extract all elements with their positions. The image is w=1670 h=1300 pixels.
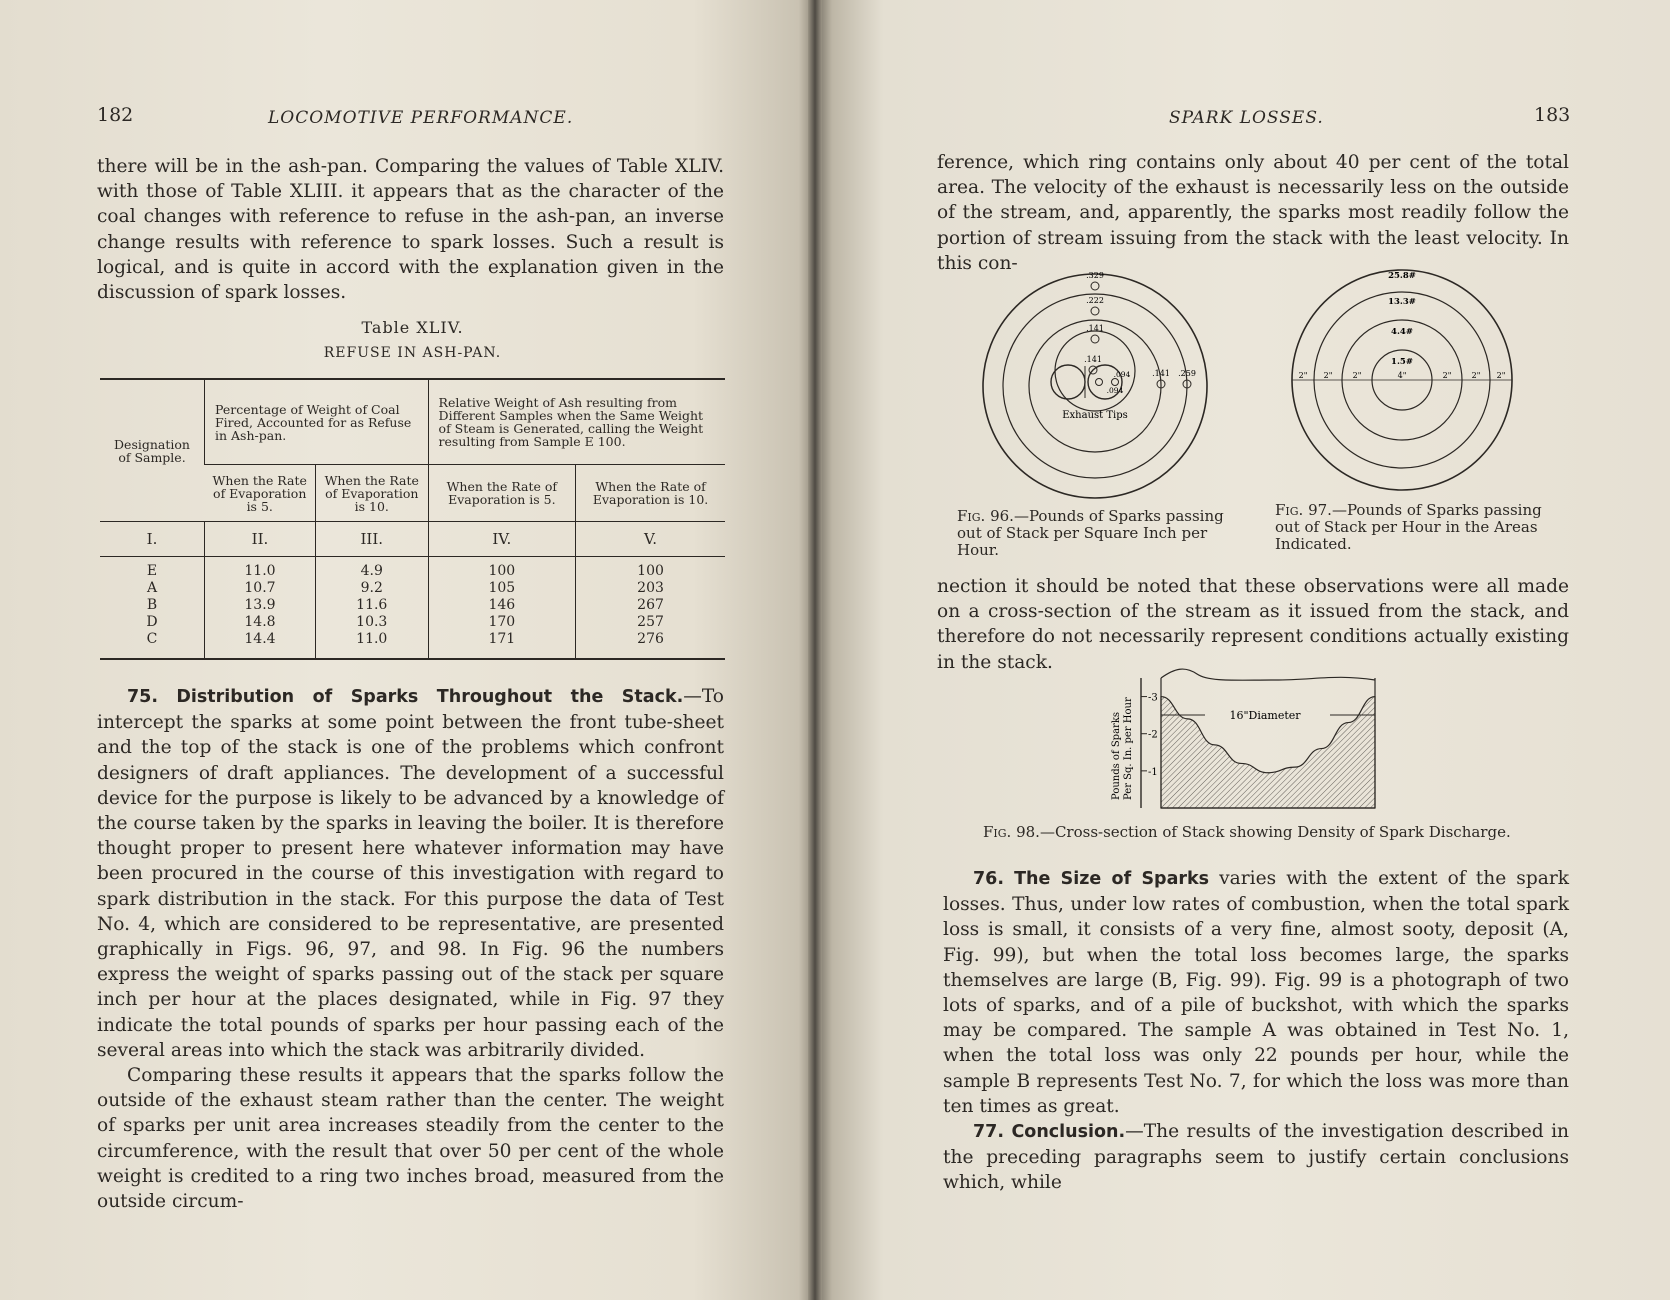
column-numeral: IV.: [428, 522, 576, 557]
table-cell: 171: [488, 631, 516, 647]
page-number: 183: [1534, 104, 1571, 126]
column-numeral: I.: [100, 522, 205, 557]
y-tick-label: -1: [1148, 766, 1158, 778]
sample-column: [100, 557, 205, 660]
figure-97: [1282, 262, 1522, 502]
fig97-dim: 2": [1471, 371, 1481, 380]
paragraph-mid: nection it should be noted that these observations were all made on a cross-section of the stream as it issued from the stack, and therefore do not necessarily represent conditions actually existing in the stack.: [937, 576, 1569, 673]
figure-96: [975, 266, 1215, 506]
table-subtitle: REFUSE IN ASH-PAN.: [323, 345, 502, 361]
fig96-caption: Fig. 96.—Pounds of Sparks passing out of Stack per Square Inch per Hour.: [957, 507, 1224, 559]
header-designation: Designation of Sample.: [100, 379, 205, 522]
header-relative-weight: Relative Weight of Ash resulting from Different Samples when the Same Weight of Steam is Generated, calling the Weight resulting from Sample E 100.: [428, 379, 725, 465]
fig97-dim: 4": [1397, 371, 1407, 380]
table-cell: 105: [488, 580, 516, 596]
table-cell: 9.2: [360, 580, 383, 596]
rel5-column: [428, 557, 576, 660]
table-cell: 276: [637, 631, 664, 647]
table-cell: E: [146, 563, 158, 579]
table-cell: 11.6: [356, 597, 388, 613]
table-cell: 257: [637, 614, 664, 630]
fig96-label: .329: [1086, 271, 1104, 280]
section-body: —To intercept the sparks at some point between the front tube-sheet and the top of the stack is one of the problems which confront designers of draft appliances. The development of a successful device for the purpose is likely to be advanced by a knowledge of the course taken by the sparks in leaving the boiler. It is therefore thought proper to present here whatever information may have been procured in the course of this investigation with regard to spark distribution in the stack. For this purpose the data of Test No. 4, which are considered to be representative, are presented graphically in Figs. 96, 97, and 98. In Fig. 96 the numbers express the weight of sparks passing out of the stack per square inch per hour at the places designated, while in Fig. 97 they indicate the total pounds of sparks per hour passing each of the several areas into which the stack was arbitrarily divided.: [97, 686, 724, 1061]
table-cell: B: [146, 597, 158, 613]
left-page: [0, 0, 815, 1300]
fig97-dim: 2": [1442, 371, 1452, 380]
section-body: varies with the extent of the spark losses. Thus, under low rates of combustion, when the total spark loss is small, it consists of a very fine, almost sooty, deposit (A, Fig. 99), but when the total loss becomes large, the sparks themselves are large (B, Fig. 99). Fig. 99 is a photograph of two lots of sparks, and of a pile of buckshot, with which the sparks may be compared. The sample A was obtained in Test No. 1, when the total loss was only 22 pounds per hour, while the sample B represents Test No. 7, for which the loss was more than ten times as great.: [943, 868, 1569, 1117]
header-percentage: Percentage of Weight of Coal Fired, Accounted for as Refuse in Ash-pan.: [205, 379, 429, 465]
table-cell: 10.7: [244, 580, 276, 596]
table-cell: A: [146, 580, 158, 596]
fig97-caption: Fig. 97.—Pounds of Sparks passing out of Stack per Hour in the Areas Indicated.: [1275, 501, 1542, 553]
fig96-label: .259: [1178, 369, 1196, 378]
fig97-dim: 2": [1496, 371, 1506, 380]
fig97-dim: 2": [1352, 371, 1362, 380]
table-cell: D: [146, 614, 158, 630]
paragraph: Comparing these results it appears that the sparks follow the outside of the exhaust steam rather than the center. The weight of sparks per unit area increases steadily from the center to the circumference, with the result that over 50 per cent of the whole weight is credited to a ring two inches broad, measured from the outside circum-: [97, 1065, 724, 1213]
page-number: 182: [97, 104, 134, 126]
table-cell: 146: [488, 597, 516, 613]
table-cell: C: [146, 631, 158, 647]
table-cell: 203: [637, 580, 664, 596]
table-cell: 14.4: [244, 631, 276, 647]
fig97-label: 1.5#: [1391, 357, 1413, 367]
paragraph-top: ference, which ring contains only about 40 per cent of the total area. The velocity of the exhaust is necessarily less on the outside of the stream, and, apparently, the sparks most readily follow the portion of stream issuing from the stack with the least velocity. In this con-: [937, 152, 1569, 274]
column-numeral: II.: [205, 522, 316, 557]
table-cell: 14.8: [244, 614, 276, 630]
table-cell: 267: [637, 597, 664, 613]
pct10-column: [315, 557, 428, 660]
rel10-column: [576, 557, 725, 660]
column-numeral: V.: [576, 522, 725, 557]
section-title: Distribution of Sparks Throughout the Stack.: [176, 687, 684, 707]
fig96-label: .222: [1086, 296, 1104, 305]
fig96-label: .094: [1106, 386, 1124, 395]
subheader: When the Rate of Evaporation is 10.: [576, 465, 725, 522]
fig97-label: 4.4#: [1391, 327, 1413, 337]
table-title: Table XLIV.: [361, 318, 464, 337]
fig97-dim: 2": [1323, 371, 1333, 380]
section-number: 76.: [973, 869, 1005, 889]
table-cell: 13.9: [244, 597, 276, 613]
fig96-label: .094: [1113, 370, 1131, 379]
column-numeral: III.: [315, 522, 428, 557]
refuse-table: [100, 378, 725, 660]
table-cell: 11.0: [244, 563, 276, 579]
book-gutter: [808, 0, 822, 1300]
y-tick-label: -3: [1148, 692, 1158, 704]
fig97-label: 13.3#: [1388, 297, 1416, 307]
subheader: When the Rate of Evaporation is 5.: [428, 465, 576, 522]
fig98-caption: Fig. 98.—Cross-section of Stack showing Density of Spark Discharge.: [983, 823, 1511, 841]
exhaust-tips-label: Exhaust Tips: [1062, 410, 1128, 421]
fig96-label: .141: [1084, 355, 1102, 364]
table-cell: 100: [637, 563, 664, 579]
diameter-label: 16"Diameter: [1229, 709, 1301, 722]
section-number: 77.: [973, 1122, 1005, 1143]
section-76-77: [943, 866, 1569, 1196]
fig97-dim: 2": [1298, 371, 1308, 380]
fig98-ylabel: Per Sq. In. per Hour: [1123, 697, 1134, 800]
pct5-column: [205, 557, 316, 660]
subheader: When the Rate of Evaporation is 10.: [315, 465, 428, 522]
fig97-label: 25.8#: [1388, 271, 1416, 281]
intro-paragraph: there will be in the ash-pan. Comparing the values of Table XLIV. with those of Table XLIII. it appears that as the character of the coal changes with reference to refuse in the ash-pan, an inverse change results with reference to spark losses. Such a result is logical, and is quite in accord with the explanation given in the discussion of spark losses.: [97, 156, 724, 304]
y-tick-label: -2: [1148, 729, 1158, 741]
section-number: 75.: [127, 687, 159, 707]
table-cell: 100: [488, 563, 516, 579]
table-cell: 10.3: [356, 614, 388, 630]
section-title: Conclusion.: [1011, 1122, 1126, 1143]
running-head: LOCOMOTIVE PERFORMANCE.: [268, 108, 574, 128]
fig98-ylabel: Pounds of Sparks: [1111, 711, 1122, 800]
fig96-label: .141: [1152, 369, 1170, 378]
running-head: SPARK LOSSES.: [1169, 108, 1324, 128]
right-page: [815, 0, 1670, 1300]
table-cell: 170: [488, 614, 516, 630]
figure-98: [1105, 660, 1425, 820]
table-cell: 11.0: [356, 631, 388, 647]
subheader: When the Rate of Evaporation is 5.: [205, 465, 316, 522]
section-75: [97, 684, 724, 1214]
table-cell: 4.9: [360, 563, 383, 579]
section-title: The Size of Sparks: [1014, 869, 1210, 889]
section-body: —The results of the investigation described in the preceding paragraphs seem to justify certain conclusions which, while: [943, 1121, 1569, 1194]
fig96-label: .141: [1086, 324, 1104, 333]
